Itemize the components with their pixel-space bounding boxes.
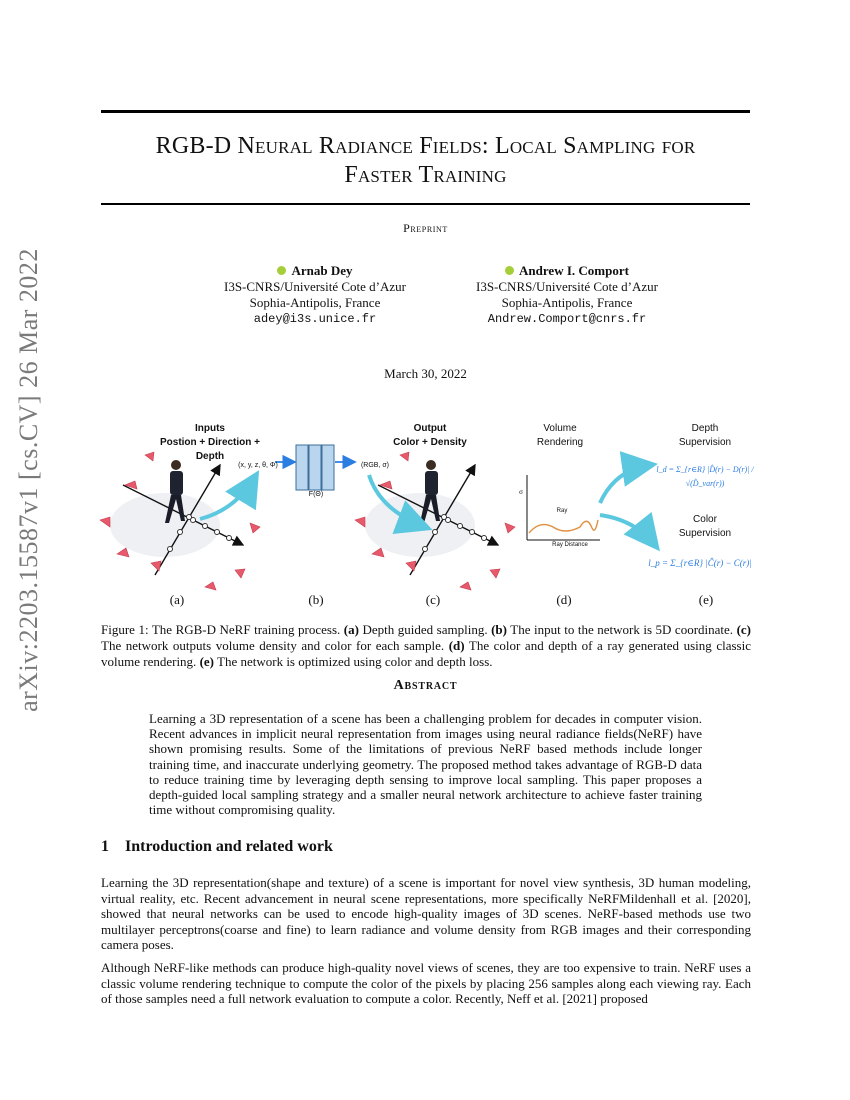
paragraph: Learning the 3D representation(shape and texture) of a scene is important for novel view synthesis, 3D human modeling, virtual reality, etc. Recent advancement in neural scene representations, more specifically NeRFMildenhall et al. [2020], showed that neural networks can be used to encode high-quality images of 3D scenes. NeRF-based methods use two multilayer perceptrons(coarse and fine) to learn radiance and volume density from RGB images and their corresponding camera poses. bbox=[101, 875, 751, 953]
caption-a-text: Depth guided sampling. bbox=[358, 622, 492, 637]
author-email[interactable]: adey@i3s.unice.fr bbox=[253, 312, 377, 326]
author-email[interactable]: Andrew.Comport@cnrs.fr bbox=[487, 312, 647, 326]
abstract-body: Learning a 3D representation of a scene has been a challenging problem for decades in computer vision. Recent advances in implicit neural representation from images using neural radiance fields(NeRF) have shown promising results. Some of the limitations of previous NeRF based methods include longer training time, and inaccurate underlying geometry. The proposed method takes advantage of RGB-D data to reduce training time by leveraging depth sensing to improve local sampling. This paper proposes a depth-guided local sampling strategy and a smaller neural network architecture to achieve faster training time without compromising quality. bbox=[149, 711, 702, 818]
figure-caption bbox=[101, 622, 751, 670]
paper-title bbox=[101, 132, 750, 190]
fig-depth-label: Depth Supervision bbox=[678, 423, 732, 448]
author-name: Arnab Dey bbox=[291, 263, 353, 278]
panel-label-e: (e) bbox=[698, 592, 714, 607]
panel-label-c: (c) bbox=[425, 592, 441, 607]
paper-date: March 30, 2022 bbox=[384, 366, 467, 381]
author-location: Sophia-Antipolis, France bbox=[501, 295, 633, 310]
caption-d-label: (d) bbox=[448, 638, 465, 653]
section-title: Introduction and related work bbox=[125, 838, 333, 855]
panel-d-plot bbox=[527, 465, 655, 545]
fig-output-label bbox=[375, 422, 485, 450]
fig-inputs-label bbox=[145, 422, 275, 464]
title-prefix: RGB-D bbox=[155, 133, 238, 159]
author-name: Andrew I. Comport bbox=[519, 263, 629, 278]
fig-color-loss: l_p = Σ_{r∈R} |Ĉ(r) − C(r)| bbox=[648, 558, 752, 568]
caption-lead: Figure 1: The RGB-D NeRF training process. bbox=[101, 622, 344, 637]
caption-c-label: (c) bbox=[736, 622, 751, 637]
panel-label-d: (d) bbox=[556, 592, 572, 607]
panel-label-b: (b) bbox=[308, 592, 324, 607]
author-affiliation: I3S-CNRS/Université Cote d’Azur bbox=[224, 279, 406, 294]
caption-e-label: (e) bbox=[199, 654, 214, 669]
title-line2: Faster Training bbox=[344, 162, 507, 188]
abstract-heading: Abstract bbox=[393, 678, 458, 693]
output-title: Output bbox=[413, 423, 447, 434]
author-affiliation: I3S-CNRS/Université Cote d’Azur bbox=[476, 279, 658, 294]
fig-input-coords: (x, y, z, θ, Φ) bbox=[238, 462, 278, 469]
fig-volume-label: Volume Rendering bbox=[536, 423, 584, 448]
fig-plot-xlabel: Ray Distance bbox=[552, 542, 588, 548]
title-bottom-rule bbox=[101, 203, 750, 205]
arxiv-stamp bbox=[14, 248, 44, 712]
section-heading bbox=[101, 838, 333, 856]
fig-plot-ray: Ray bbox=[556, 508, 568, 514]
fig-network-label: F(Θ) bbox=[308, 491, 324, 498]
caption-e-text: The network is optimized using color and depth loss. bbox=[214, 654, 493, 669]
section-number: 1 bbox=[101, 838, 109, 855]
caption-a-label: (a) bbox=[343, 622, 359, 637]
caption-b-text: The input to the network is 5D coordinate. bbox=[506, 622, 737, 637]
panel-label-a: (a) bbox=[169, 592, 185, 607]
output-sub: Color + Density bbox=[393, 437, 467, 448]
orcid-icon[interactable] bbox=[505, 266, 514, 275]
author-location: Sophia-Antipolis, France bbox=[249, 295, 381, 310]
preprint-label: Preprint bbox=[403, 221, 448, 235]
inputs-title: Inputs bbox=[195, 423, 225, 434]
fig-plot-sigma: σ bbox=[519, 488, 523, 496]
fig-output-coords: (RGB, σ) bbox=[360, 462, 390, 469]
author-block-2 bbox=[437, 263, 697, 327]
title-line1: Neural Radiance Fields: Local Sampling for bbox=[237, 133, 696, 159]
fig-depth-loss: l_d = Σ_{r∈R} |D̂(r) − D(r)| / √(D̂_var(r)) bbox=[656, 465, 754, 488]
author-block-1 bbox=[185, 263, 445, 327]
fig-color-label: Color Supervision bbox=[678, 514, 732, 539]
arxiv-id[interactable]: arXiv:2203.15587v1 [cs.CV] 26 Mar 2022 bbox=[14, 248, 43, 712]
orcid-icon[interactable] bbox=[277, 266, 286, 275]
caption-b-label: (b) bbox=[491, 622, 507, 637]
title-top-rule bbox=[101, 110, 750, 113]
caption-c-text: The network outputs volume density and color for each sample. bbox=[101, 638, 449, 653]
caption-d-text: The color and depth of a ray generated using classic volume rendering. bbox=[101, 638, 751, 669]
paragraph: Although NeRF-like methods can produce high-quality novel views of scenes, they are too expensive to train. NeRF uses a classic volume rendering technique to compute the color of the pixels by placing 256 samples along each viewing ray. Each of those samples need a full network evaluation to compute a color. Recently, Neff et al. [2021] proposed bbox=[101, 960, 751, 1007]
inputs-sub: Postion + Direction + Depth bbox=[159, 437, 261, 462]
density-curve bbox=[529, 520, 598, 533]
